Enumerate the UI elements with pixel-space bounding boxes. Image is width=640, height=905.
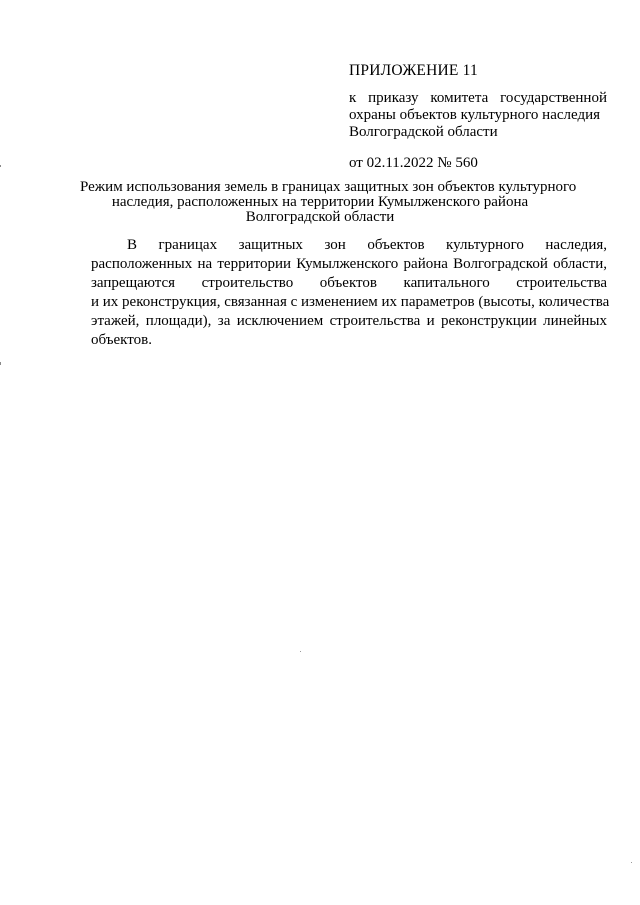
scan-margin-mark	[0, 362, 1, 365]
body-line: этажей, площади), за исключением строительства и реконструкции линейных	[91, 313, 607, 329]
document-title-line: наследия, расположенных на территории Кумылженского района	[111, 194, 529, 210]
order-reference-line: охраны объектов культурного наследия	[349, 107, 601, 123]
document-title-line: Волгоградской области	[245, 209, 395, 225]
document-title	[80, 179, 577, 225]
body-line: В границах защитных зон объектов культурного наследия,	[127, 237, 607, 253]
appendix-block	[349, 62, 607, 172]
body-paragraph	[91, 236, 610, 350]
scan-margin-mark	[0, 165, 1, 167]
body-line: расположенных на территории Кумылженского района Волгоградской области,	[91, 256, 607, 272]
body-line: запрещаются строительство объектов капитального строительства	[91, 275, 607, 291]
order-reference-line: к приказу комитета государственной	[349, 90, 607, 106]
document-title-line: Режим использования земель в границах защитных зон объектов культурного	[80, 179, 577, 195]
scan-speck	[300, 651, 301, 652]
scan-speck	[631, 862, 632, 863]
appendix-title: ПРИЛОЖЕНИЕ 11	[349, 62, 478, 79]
body-line: и их реконструкция, связанная с изменением их параметров (высоты, количества	[91, 294, 610, 310]
order-date: от 02.11.2022 № 560	[349, 155, 478, 171]
body-line: объектов.	[91, 332, 152, 348]
order-reference-line: Волгоградской области	[349, 124, 498, 140]
